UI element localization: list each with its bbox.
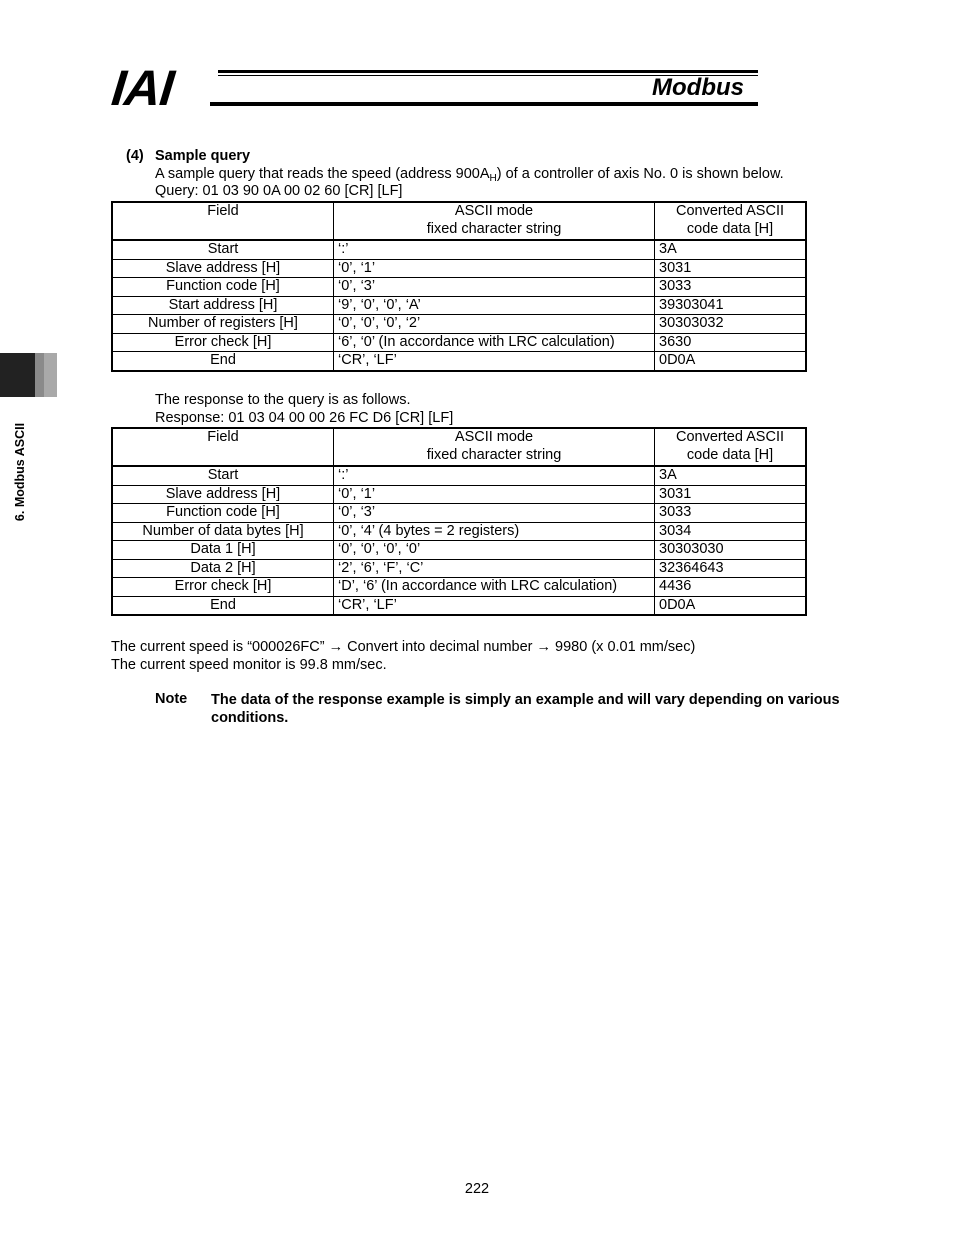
table-cell: 30303030 (655, 541, 807, 560)
column-header: ASCII mode fixed character string (334, 428, 655, 466)
table-row (112, 352, 806, 371)
table-cell: Slave address [H] (112, 485, 334, 504)
intro-after: ) of a controller of axis No. 0 is shown below. (496, 166, 784, 182)
section-title: Sample query (155, 148, 251, 164)
query-table (111, 201, 807, 372)
intro-before: A sample query that reads the speed (address 900A (155, 166, 490, 182)
table-cell: ‘0’, ‘3’ (334, 278, 655, 297)
column-header: Field (112, 202, 334, 240)
table-cell: Function code [H] (112, 278, 334, 297)
table-header-row (112, 202, 806, 240)
table-row (112, 278, 806, 297)
iai-logo: IAI (109, 60, 176, 116)
table-cell: 3031 (655, 485, 807, 504)
section-number: (4) (126, 148, 144, 164)
note-text: The data of the response example is simply an example and will vary depending on various conditions. (211, 692, 840, 726)
column-header: ASCII mode fixed character string (334, 202, 655, 240)
table-row (112, 522, 806, 541)
table-cell: Number of registers [H] (112, 315, 334, 334)
column-header: Converted ASCII code data [H] (655, 428, 807, 466)
table-row (112, 296, 806, 315)
response-line: Response: 01 03 04 00 00 26 FC D6 [CR] [LF] (155, 410, 454, 426)
table-cell: Start address [H] (112, 296, 334, 315)
table-row (112, 541, 806, 560)
table-cell: Error check [H] (112, 333, 334, 352)
table-cell: 30303032 (655, 315, 807, 334)
table-cell: ‘0’, ‘3’ (334, 504, 655, 523)
chapter-label: 6. Modbus ASCII (13, 422, 27, 522)
table-row (112, 504, 806, 523)
side-tab-marker-light (44, 353, 57, 397)
table-cell: Slave address [H] (112, 259, 334, 278)
header-rule-bottom (210, 102, 758, 106)
response-table (111, 427, 807, 616)
table-row (112, 559, 806, 578)
table-cell: 3630 (655, 333, 807, 352)
table-cell: Start (112, 466, 334, 485)
table-cell: Number of data bytes [H] (112, 522, 334, 541)
table-cell: 3A (655, 240, 807, 259)
table-cell: Error check [H] (112, 578, 334, 597)
side-tab-marker (0, 353, 35, 397)
table-cell: End (112, 352, 334, 371)
table-cell: End (112, 596, 334, 615)
summary-line-1: The current speed is “000026FC” → Convert into decimal number → 9980 (x 0.01 mm/sec) (111, 639, 696, 655)
table-cell: 3034 (655, 522, 807, 541)
table-row (112, 578, 806, 597)
table-row (112, 333, 806, 352)
intro-subscript: H (489, 173, 497, 184)
table-cell: ‘CR’, ‘LF’ (334, 596, 655, 615)
table-cell: Data 2 [H] (112, 559, 334, 578)
table-cell: 3033 (655, 278, 807, 297)
column-header: Converted ASCII code data [H] (655, 202, 807, 240)
table-cell: ‘2’, ‘6’, ‘F’, ‘C’ (334, 559, 655, 578)
table-row (112, 596, 806, 615)
table-cell: ‘D’, ‘6’ (In accordance with LRC calculation) (334, 578, 655, 597)
table-row (112, 466, 806, 485)
table-cell: ‘0’, ‘0’, ‘0’, ‘2’ (334, 315, 655, 334)
table-cell: ‘0’, ‘4’ (4 bytes = 2 registers) (334, 522, 655, 541)
table-cell: 4436 (655, 578, 807, 597)
table-cell: ‘0’, ‘1’ (334, 485, 655, 504)
table-cell: ‘0’, ‘0’, ‘0’, ‘0’ (334, 541, 655, 560)
table-row (112, 240, 806, 259)
table-cell: ‘:’ (334, 466, 655, 485)
table-cell: Start (112, 240, 334, 259)
response-intro: The response to the query is as follows. (155, 392, 411, 408)
table-cell: 39303041 (655, 296, 807, 315)
table-cell: 3033 (655, 504, 807, 523)
header-rule-top (218, 70, 758, 73)
table-row (112, 259, 806, 278)
column-header: Field (112, 428, 334, 466)
note-label: Note (155, 691, 188, 707)
table-cell: Function code [H] (112, 504, 334, 523)
table-cell: ‘6’, ‘0’ (In accordance with LRC calculation) (334, 333, 655, 352)
table-cell: ‘CR’, ‘LF’ (334, 352, 655, 371)
page-number: 222 (464, 1181, 490, 1197)
table-cell: 3A (655, 466, 807, 485)
table-header-row (112, 428, 806, 466)
table-cell: 32364643 (655, 559, 807, 578)
header-title: Modbus (652, 74, 744, 101)
table-row (112, 485, 806, 504)
summary-line-2: The current speed monitor is 99.8 mm/sec. (111, 657, 387, 673)
table-cell: ‘0’, ‘1’ (334, 259, 655, 278)
table-row (112, 315, 806, 334)
table-cell: ‘9’, ‘0’, ‘0’, ‘A’ (334, 296, 655, 315)
table-cell: 0D0A (655, 596, 807, 615)
table-cell: 3031 (655, 259, 807, 278)
table-cell: Data 1 [H] (112, 541, 334, 560)
table-cell: 0D0A (655, 352, 807, 371)
table-cell: ‘:’ (334, 240, 655, 259)
query-line: Query: 01 03 90 0A 00 02 60 [CR] [LF] (155, 183, 403, 199)
